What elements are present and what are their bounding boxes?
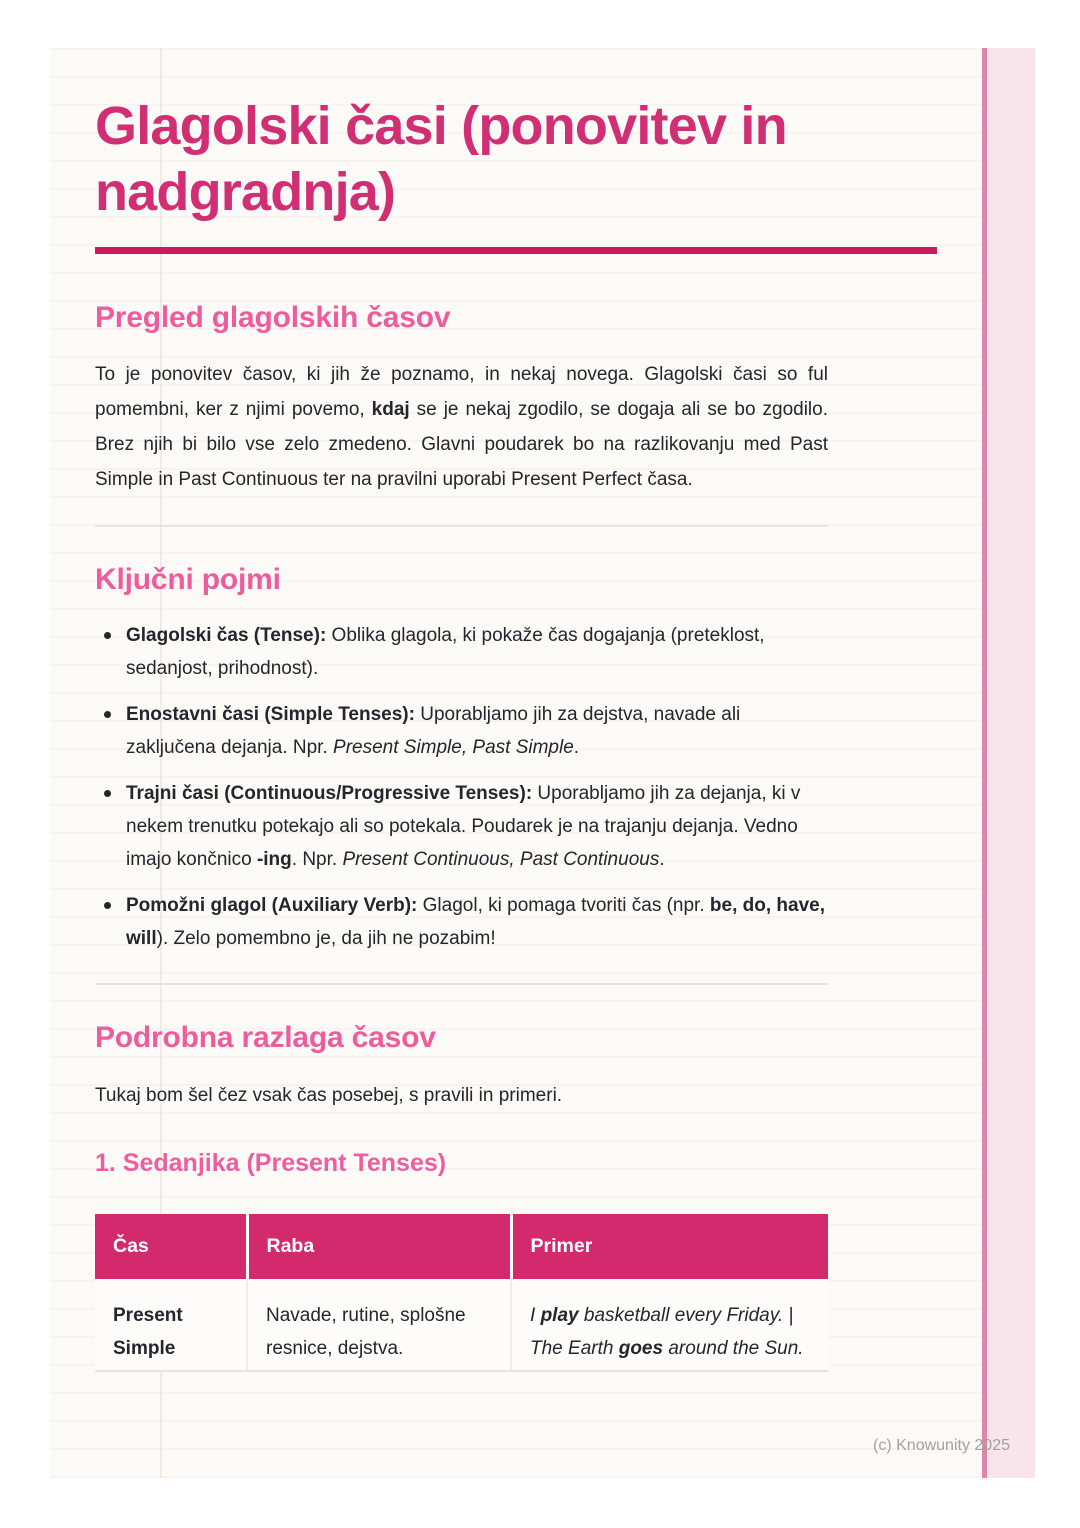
present-tenses-table xyxy=(95,1214,828,1372)
pink-edge-stripe xyxy=(982,48,1035,1478)
table-header-raba: Raba xyxy=(247,1214,511,1279)
note-card xyxy=(50,48,1035,1478)
table-row xyxy=(95,1279,828,1371)
list-item-tense: Glagolski čas (Tense): Oblika glagola, ki pokaže čas dogajanja (preteklost, sedanjost, prihodnost). xyxy=(95,619,828,685)
table-cell-raba: Navade, rutine, splošne resnice, dejstva. xyxy=(247,1279,511,1371)
section-heading-key-terms: Ključni pojmi xyxy=(95,562,281,596)
table-cell-primer: I play basketball every Friday. | The Earth goes around the Sun. xyxy=(511,1279,828,1371)
section-divider xyxy=(95,525,828,527)
table-header-primer: Primer xyxy=(511,1214,828,1279)
section-divider xyxy=(95,983,828,985)
list-item-simple-tenses: Enostavni časi (Simple Tenses): Uporabljamo jih za dejstva, navade ali zaključena dejanja. Npr. Present Simple, Past Simple. xyxy=(95,698,828,764)
table-header-row xyxy=(95,1214,828,1279)
list-item-auxiliary-verb: Pomožni glagol (Auxiliary Verb): Glagol, ki pomaga tvoriti čas (npr. be, do, have, will). Zelo pomembno je, da jih ne pozabim! xyxy=(95,889,828,955)
document-content xyxy=(95,48,828,1372)
key-terms-list xyxy=(95,619,828,955)
watermark: (c) Knowunity 2025 xyxy=(873,1437,1010,1454)
subsection-heading-present-tenses: 1. Sedanjika (Present Tenses) xyxy=(95,1148,447,1177)
page-title: Glagolski časi (ponovitev in nadgradnja) xyxy=(95,96,787,222)
table-header-cas: Čas xyxy=(95,1214,247,1279)
detail-paragraph: Tukaj bom šel čez vsak čas posebej, s pravili in primeri. xyxy=(95,1084,563,1106)
section-heading-overview: Pregled glagolskih časov xyxy=(95,300,451,334)
overview-paragraph: To je ponovitev časov, ki jih že poznamo, in nekaj novega. Glagolski časi so ful pomembni, ker z njimi povemo, kdaj se je nekaj zgodilo, se dogaja ali se bo zgodilo. Brez njih bi bilo vse zelo zmedeno. Glavni poudarek bo na razlikovanju med Past Simple in Past Continuous ter na pravilni uporabi Present Perfect časa. xyxy=(95,363,828,490)
title-underline-rule xyxy=(95,247,937,254)
section-heading-detail: Podrobna razlaga časov xyxy=(95,1020,436,1054)
table-cell-cas: Present Simple xyxy=(95,1279,247,1371)
list-item-continuous-tenses: Trajni časi (Continuous/Progressive Tenses): Uporabljamo jih za dejanja, ki v nekem trenutku potekajo ali so potekala. Poudarek je na trajanju dejanja. Vedno imajo končnico -ing. Npr. Present Continuous, Past Continuous. xyxy=(95,777,828,876)
